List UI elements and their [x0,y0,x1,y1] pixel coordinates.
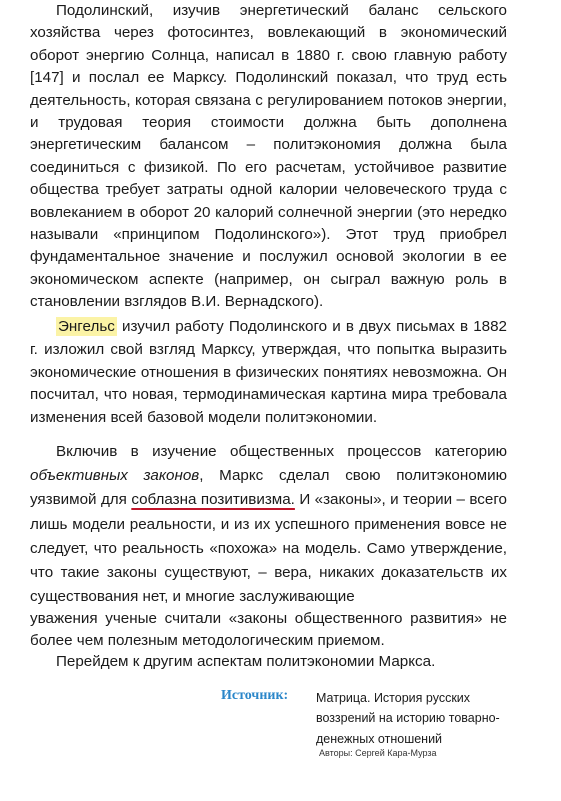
paragraph-laws-text-a: Включив в изучение общественных процессов категорию [56,443,507,460]
paragraph-laws [30,440,507,609]
source-title-link[interactable]: Матрица. История русских воззрений на историю товарно-денежных отношений [316,691,500,746]
source-block [0,688,561,798]
source-authors: Авторы: Сергей Кара-Мурза [319,748,437,758]
paragraph-laws-text-c: И «законы», и теории – всего лишь модели реальности, и из их успешного применения вовсе не следует, что реальность «похожа» на модель. Само утверждение, что такие законы существуют, – вера, никаких доказательств их существования нет, и многие заслуживающие [30,491,507,606]
underlined-positivism[interactable]: соблазна позитивизма. [131,491,295,509]
paragraph-continuation: уважения ученые считали «законы общественного развития» не более чем полезным методологическим приемом. [30,610,507,650]
italic-objective-laws: объективных законов [30,467,200,485]
paragraph-podolinsky: Подолинский, изучив энергетический баланс сельского хозяйства через фотосинтез, вовлекающий в экономический оборот энергию Солнца, написал в 1880 г. свою главную работу [147] и послал ее Марксу. Подолинский показал, что труд есть деятельность, которая связана с регулированием потоков энергии, и трудовая теория стоимости должна быть дополнена энергетическим балансом – политэкономия должна была соединиться с физикой. По его расчетам, устойчивое развитие общества требует затраты одной калории человеческого труда с вовлеканием в оборот 20 калорий солнечной энергии (это нередко называли «принципом Подолинского»). Этот труд приобрел фундаментальное значение и послужил основой экологии в ее экономическом аспекте (например, он сыграл важную роль в становлении взглядов В.И. Вернадского). [30,2,507,311]
paragraph-engels-text: изучил работу Подолинского и в двух письмах в 1882 г. изложил свой взгляд Марксу, утверждая, что попытка выразить экономические отношения в физических понятиях невозможна. Он посчитал, что новая, термодинамическая картина мира требовала изменения всей базовой модели политэкономии. [30,318,507,427]
paragraph-laws-text-b: , Маркс сделал свою политэкономию уязвимой для [30,467,508,509]
paragraph-next-aspects: Перейдем к другим аспектам политэкономии Маркса. [56,653,436,670]
paragraph-engels [30,316,507,430]
highlighted-word-engels[interactable]: Энгельс [58,318,115,335]
source-label: Источник: [221,688,289,703]
